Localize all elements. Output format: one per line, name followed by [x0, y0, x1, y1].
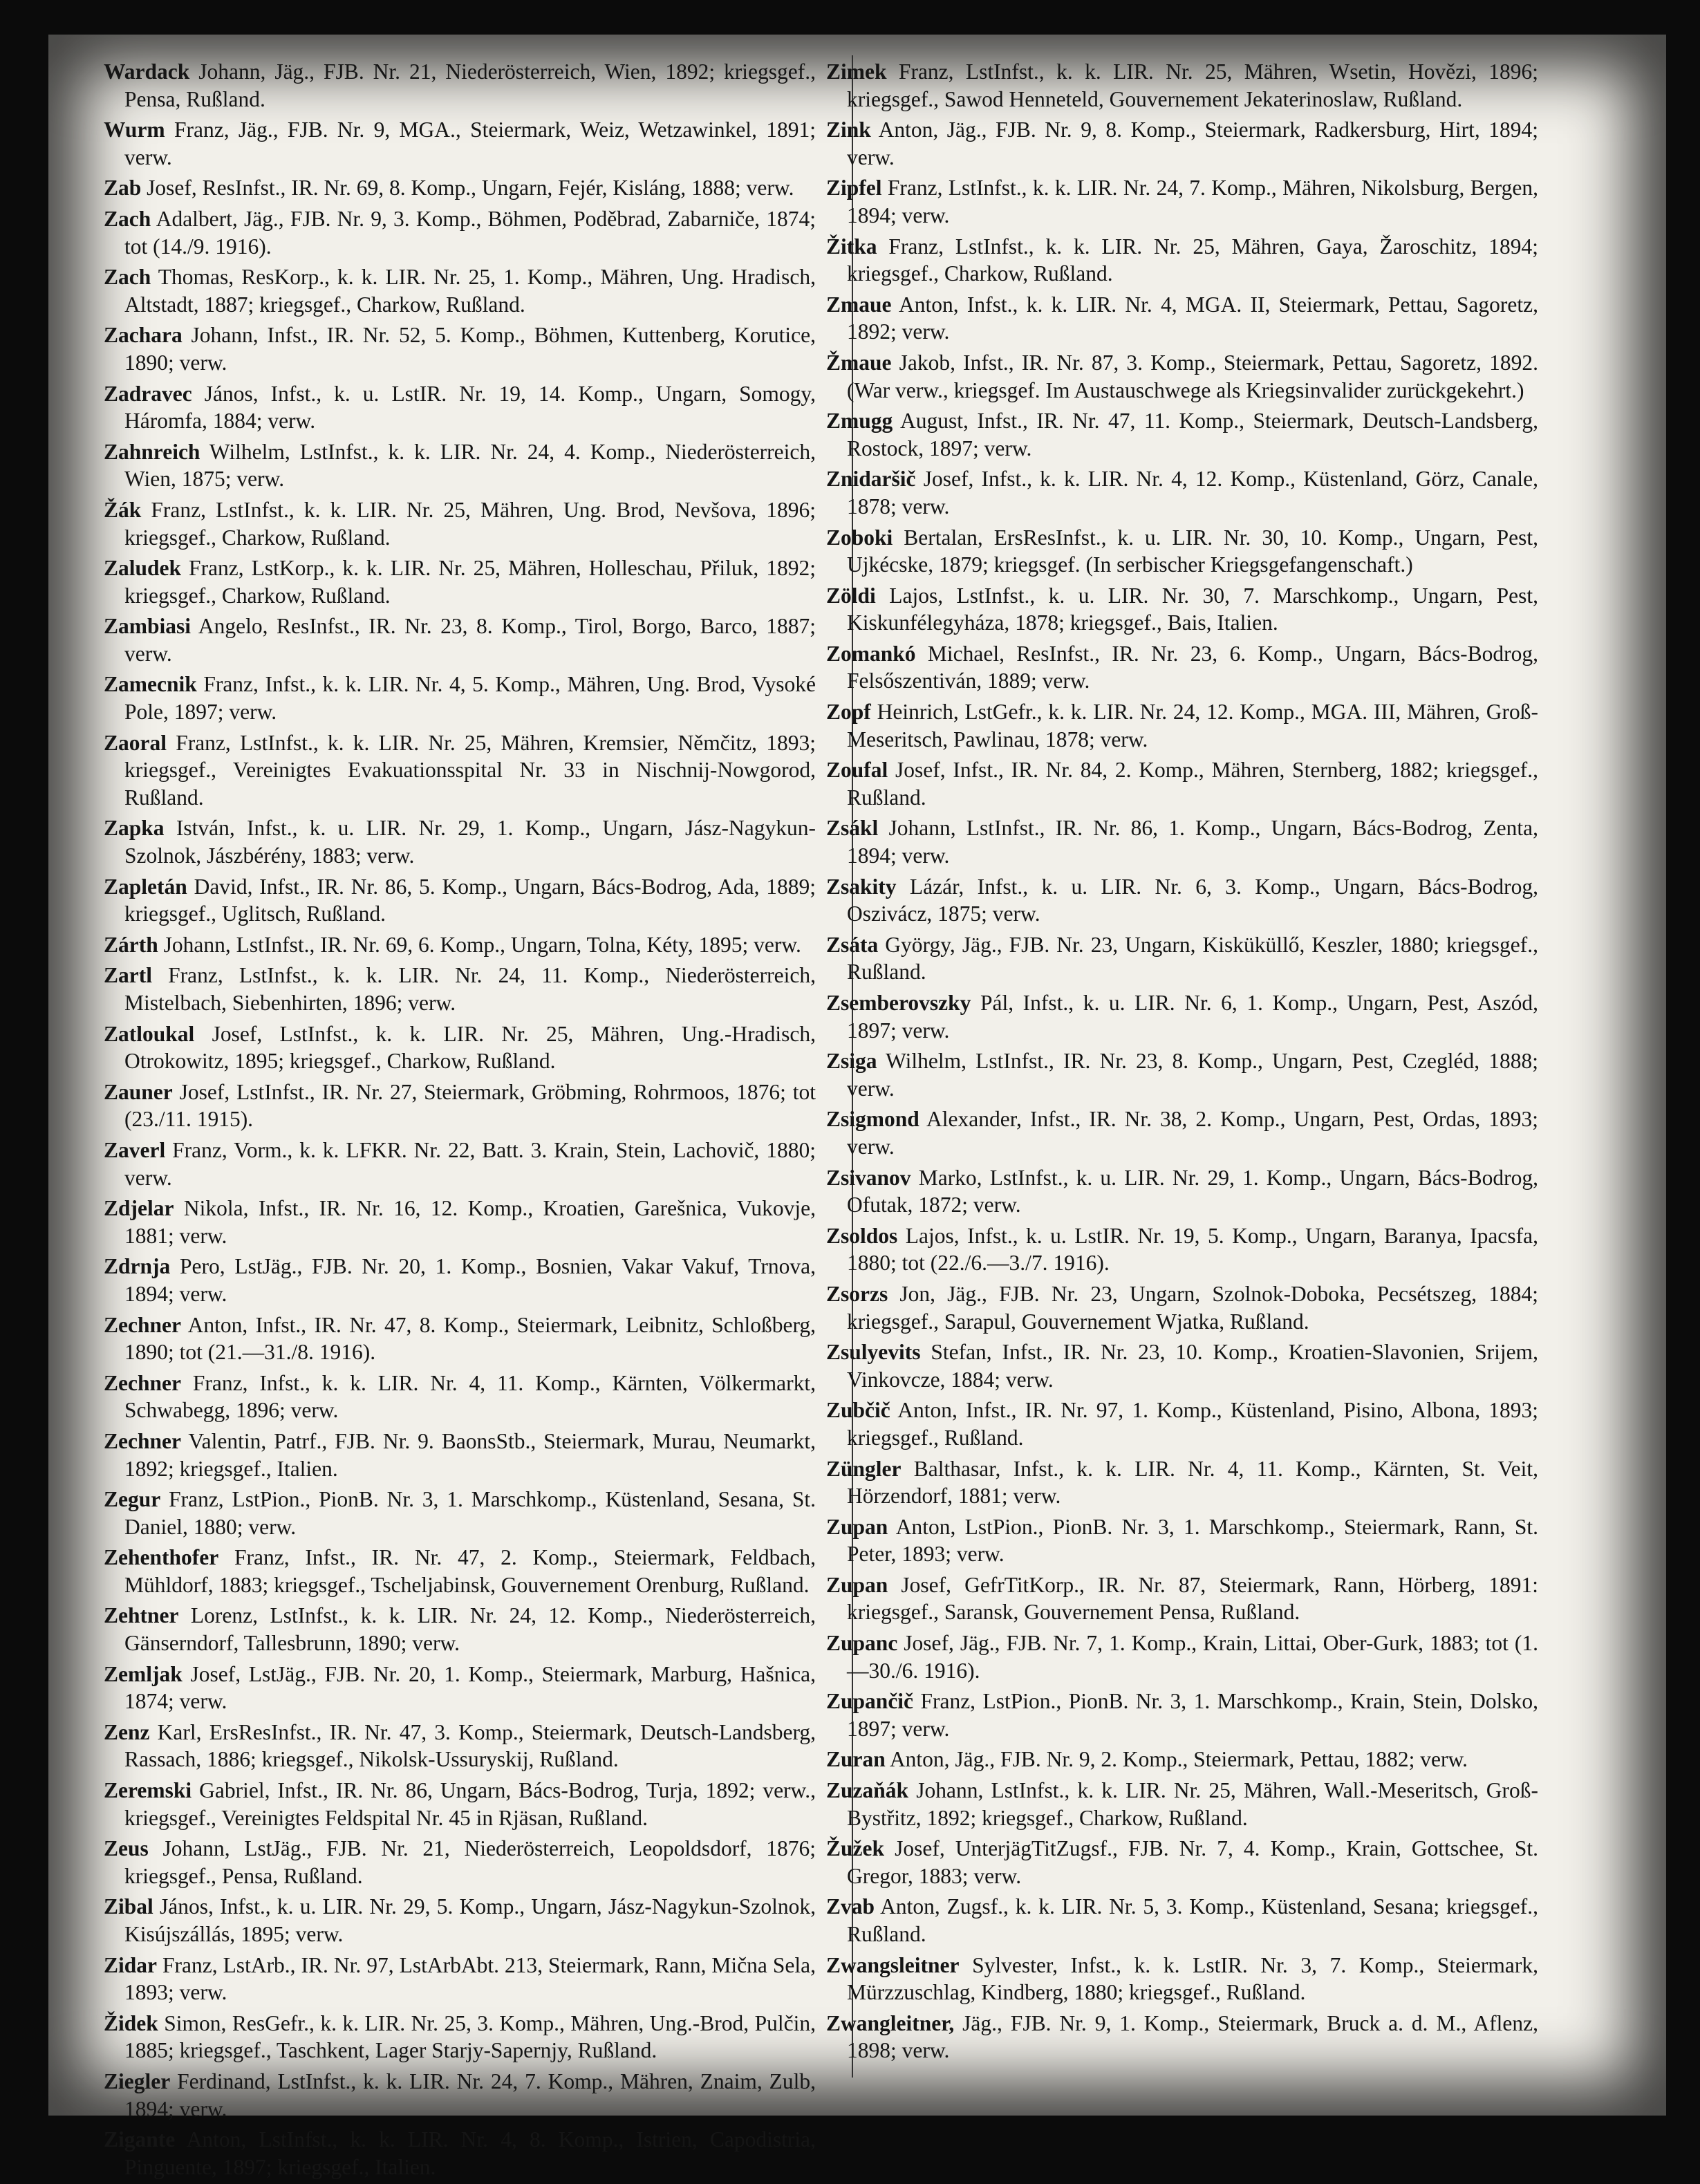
list-entry: [826, 989, 1538, 1044]
entry-surname: Zenz: [104, 1719, 150, 1744]
entry-details: Josef, Infst., k. k. LIR. Nr. 4, 12. Komp., Küstenland, Görz, Canale, 1878; verw.: [847, 467, 1538, 519]
entry-surname: Zapletán: [104, 874, 187, 899]
entry-details: Johann, LstJäg., FJB. Nr. 21, Niederösterreich, Leopoldsdorf, 1876; kriegsgef., Pensa, Rußland.: [124, 1836, 816, 1888]
list-entry: [104, 380, 816, 435]
entry-surname: Židek: [104, 2010, 158, 2035]
entry-surname: Zipfel: [826, 176, 882, 200]
entry-surname: Zupanc: [826, 1631, 898, 1656]
entry-surname: Zsiga: [826, 1049, 877, 1074]
entry-surname: Zibal: [104, 1894, 153, 1919]
list-entry: [104, 554, 816, 609]
entry-surname: Zauner: [104, 1079, 173, 1104]
entry-surname: Zubčič: [826, 1398, 890, 1423]
entry-details: Simon, ResGefr., k. k. LIR. Nr. 25, 3. Komp., Mähren, Ung.-Brod, Pulčin, 1885; kriegsgef., Taschkent, Lager Starjy-Sapernjy, Rußland.: [124, 2010, 816, 2063]
entry-surname: Zuran: [826, 1747, 886, 1772]
entry-details: Franz, LstInfst., k. k. LIR. Nr. 25, Mähren, Ung. Brod, Nevšova, 1896; kriegsgef., Charkow, Rußland.: [124, 497, 816, 550]
entry-details: Karl, ErsResInfst., IR. Nr. 47, 3. Komp., Steiermark, Deutsch-Landsberg, Rassach, 1886; kriegsgef., Nikolsk-Ussuryskij, Rußland.: [124, 1719, 816, 1772]
list-entry: [826, 58, 1538, 113]
list-entry: [104, 2010, 816, 2064]
entry-details: Franz, LstInfst., k. k. LIR. Nr. 25, Mähren, Kremsier, Němčitz, 1893; kriegsgef., Vereinigtes Evakuationsspital Nr. 33 in Nischnij-Nowgorod, Rußland.: [124, 730, 816, 810]
entry-details: Jäg., FJB. Nr. 9, 1. Komp., Steiermark, Bruck a. d. M., Aflenz, 1898; verw.: [847, 2010, 1538, 2063]
list-entry: [826, 116, 1538, 171]
entry-details: Wilhelm, LstInfst., IR. Nr. 23, 8. Komp., Ungarn, Pest, Czegléd, 1888; verw.: [847, 1049, 1538, 1101]
entry-details: Alexander, Infst., IR. Nr. 38, 2. Komp., Ungarn, Pest, Ordas, 1893; verw.: [847, 1107, 1538, 1159]
list-entry: [826, 1338, 1538, 1393]
list-entry: [826, 1222, 1538, 1277]
entry-details: Adalbert, Jäg., FJB. Nr. 9, 3. Komp., Böhmen, Poděbrad, Zabarniče, 1874; tot (14./9. 1916).: [124, 206, 816, 259]
entry-details: Josef, UnterjägTitZugsf., FJB. Nr. 7, 4. Komp., Krain, Gottschee, St. Gregor, 1883; verw.: [847, 1836, 1538, 1888]
list-entry: [104, 1602, 816, 1656]
entry-surname: Zoboki: [826, 525, 893, 550]
list-entry: [104, 1137, 816, 1191]
list-entry: [104, 671, 816, 725]
entry-details: Marko, LstInfst., k. u. LIR. Nr. 29, 1. Komp., Ungarn, Bács-Bodrog, Ofutak, 1872; verw.: [847, 1165, 1538, 1217]
entry-surname: Zsigmond: [826, 1107, 919, 1132]
entry-surname: Zechner: [104, 1312, 181, 1337]
list-entry: [104, 1544, 816, 1598]
list-entry: [826, 931, 1538, 986]
list-entry: [826, 1513, 1538, 1568]
entry-details: János, Infst., k. u. LIR. Nr. 29, 5. Komp., Ungarn, Jász-Nagykun-Szolnok, Kisújszállás, 1895; verw.: [124, 1894, 816, 1946]
list-entry: [104, 1719, 816, 1773]
entry-surname: Žužek: [826, 1836, 885, 1861]
entry-details: Lázár, Infst., k. u. LIR. Nr. 6, 3. Komp., Ungarn, Bács-Bodrog, Oszivácz, 1875; verw.: [847, 874, 1538, 926]
entry-surname: Zsakity: [826, 874, 897, 899]
entry-details: Josef, ResInfst., IR. Nr. 69, 8. Komp., Ungarn, Fejér, Kisláng, 1888; verw.: [141, 176, 794, 200]
entry-surname: Zomankó: [826, 641, 916, 666]
entry-details: Josef, GefrTitKorp., IR. Nr. 87, Steiermark, Rann, Hörberg, 1891: kriegsgef., Saransk, Gouvernement Pensa, Rußland.: [847, 1572, 1538, 1625]
list-entry: [826, 2010, 1538, 2064]
list-entry: [826, 233, 1538, 288]
list-entry: [826, 1047, 1538, 1102]
list-entry: [104, 1195, 816, 1249]
entry-details: Heinrich, LstGefr., k. k. LIR. Nr. 24, 12. Komp., MGA. III, Mähren, Groß-Meseritsch, Pawlinau, 1878; verw.: [847, 700, 1538, 752]
entry-details: Franz, LstKorp., k. k. LIR. Nr. 25, Mähren, Holleschau, Přiluk, 1892; kriegsgef., Charkow, Rußland.: [124, 556, 816, 608]
entry-details: Nikola, Infst., IR. Nr. 16, 12. Komp., Kroatien, Garešnica, Vukovje, 1881; verw.: [124, 1196, 816, 1248]
entry-details: Bertalan, ErsResInfst., k. u. LIR. Nr. 30, 10. Komp., Ungarn, Pest, Ujkécske, 1879; kriegsgef. (In serbischer Kriegsgefangenschaft.): [847, 525, 1538, 577]
entry-surname: Zsivanov: [826, 1165, 911, 1190]
list-entry: [826, 1571, 1538, 1626]
list-entry: [104, 873, 816, 928]
entry-surname: Zehtner: [104, 1603, 179, 1628]
entry-surname: Žitka: [826, 234, 877, 259]
entry-surname: Zuzaňák: [826, 1778, 909, 1803]
entry-details: Anton, Jäg., FJB. Nr. 9, 2. Komp., Steiermark, Pettau, 1882; verw.: [885, 1747, 1468, 1772]
entry-details: August, Infst., IR. Nr. 47, 11. Komp., Steiermark, Deutsch-Landsberg, Rostock, 1897; verw.: [847, 409, 1538, 460]
entry-surname: Zöldi: [826, 583, 876, 608]
list-entry: [826, 873, 1538, 928]
entry-details: Wilhelm, LstInfst., k. k. LIR. Nr. 24, 4. Komp., Niederösterreich, Wien, 1875; verw.: [124, 439, 816, 492]
entry-details: Josef, LstJäg., FJB. Nr. 20, 1. Komp., Steiermark, Marburg, Hašnica, 1874; verw.: [124, 1661, 816, 1714]
entry-surname: Zárth: [104, 932, 158, 957]
entry-surname: Zach: [104, 206, 151, 231]
entry-details: Anton, Jäg., FJB. Nr. 9, 8. Komp., Steiermark, Radkersburg, Hirt, 1894; verw.: [847, 118, 1538, 169]
entry-details: Thomas, ResKorp., k. k. LIR. Nr. 25, 1. Komp., Mähren, Ung. Hradisch, Altstadt, 1887; kriegsgef., Charkow, Rußland.: [124, 265, 816, 317]
entry-surname: Zeus: [104, 1836, 149, 1861]
entry-details: Anton, Infst., k. k. LIR. Nr. 4, MGA. II, Steiermark, Pettau, Sagoretz, 1892; verw.: [847, 292, 1538, 344]
entry-surname: Zaoral: [104, 730, 167, 755]
entry-surname: Zdjelar: [104, 1196, 174, 1221]
entry-surname: Zsulyevits: [826, 1340, 921, 1365]
list-entry: [104, 1893, 816, 1948]
entry-details: Pál, Infst., k. u. LIR. Nr. 6, 1. Komp., Ungarn, Pest, Aszód, 1897; verw.: [847, 991, 1538, 1043]
entry-surname: Zoufal: [826, 758, 888, 783]
list-entry: [104, 1835, 816, 1889]
list-entry: [826, 1688, 1538, 1742]
entry-surname: Zwangsleitner: [826, 1952, 960, 1977]
entry-surname: Zaludek: [104, 556, 182, 581]
list-entry: [104, 438, 816, 493]
list-entry: [104, 174, 816, 202]
entry-details: Jon, Jäg., FJB. Nr. 23, Ungarn, Szolnok-Doboka, Pecsétszeg, 1884; kriegsgef., Sarapul, Gouvernement Wjatka, Rußland.: [847, 1281, 1538, 1334]
list-entry: [104, 1020, 816, 1075]
list-entry: [104, 613, 816, 667]
left-column: [104, 58, 816, 2184]
list-entry: [826, 640, 1538, 695]
entry-surname: Zsákl: [826, 816, 879, 841]
entry-surname: Zab: [104, 176, 142, 200]
list-entry: [104, 1486, 816, 1540]
entry-details: Valentin, Patrf., FJB. Nr. 9. BaonsStb., Steiermark, Murau, Neumarkt, 1892; kriegsgef., Italien.: [124, 1428, 816, 1481]
list-entry: [826, 698, 1538, 753]
entry-details: Sylvester, Infst., k. k. LstIR. Nr. 3, 7. Komp., Steiermark, Mürzzuschlag, Kindberg, 1880; kriegsgef., Rußland.: [847, 1952, 1538, 2005]
entry-details: Lajos, Infst., k. u. LstIR. Nr. 19, 5. Komp., Ungarn, Baranya, Ipacsfa, 1880; tot (22./6.—3./7. 1916).: [847, 1223, 1538, 1276]
entry-details: Lajos, LstInfst., k. u. LIR. Nr. 30, 7. Marschkomp., Ungarn, Pest, Kiskunfélegyháza, 1878; kriegsgef., Bais, Italien.: [847, 583, 1538, 635]
entry-surname: Zigante: [104, 2127, 176, 2152]
document-page: [48, 35, 1666, 2179]
entry-details: Josef, Infst., IR. Nr. 84, 2. Komp., Mähren, Sternberg, 1882; kriegsgef., Rußland.: [847, 758, 1538, 810]
entry-details: Franz, LstPion., PionB. Nr. 3, 1. Marschkomp., Krain, Stein, Dolsko, 1897; verw.: [847, 1689, 1538, 1741]
list-entry: [104, 2126, 816, 2181]
entry-surname: Zwangleitner,: [826, 2010, 955, 2035]
entry-surname: Zdrnja: [104, 1254, 171, 1279]
list-entry: [826, 407, 1538, 462]
list-entry: [104, 321, 816, 376]
list-entry: [104, 263, 816, 318]
entry-details: György, Jäg., FJB. Nr. 23, Ungarn, Kisküküllő, Keszler, 1880; kriegsgef., Rußland.: [847, 932, 1538, 984]
entry-surname: Žmaue: [826, 350, 892, 375]
entry-details: Franz, LstInfst., k. k. LIR. Nr. 24, 7. Komp., Mähren, Nikolsburg, Bergen, 1894; verw.: [847, 176, 1538, 227]
entry-surname: Zidar: [104, 1952, 158, 1977]
entry-details: Franz, Infst., k. k. LIR. Nr. 4, 11. Komp., Kärnten, Völkermarkt, Schwabegg, 1896; verw.: [124, 1370, 816, 1423]
list-entry: [104, 729, 816, 812]
entry-details: Anton, Zugsf., k. k. LIR. Nr. 5, 3. Komp., Küstenland, Sesana; kriegsgef., Rußland.: [847, 1894, 1538, 1946]
list-entry: [826, 1630, 1538, 1684]
entry-surname: Zach: [104, 265, 151, 290]
entry-surname: Zahnreich: [104, 439, 200, 464]
entry-surname: Zegur: [104, 1487, 161, 1512]
list-entry: [826, 291, 1538, 346]
list-entry: [826, 524, 1538, 579]
entry-surname: Zsoldos: [826, 1223, 898, 1248]
entry-surname: Zimek: [826, 59, 887, 84]
entry-details: Johann, LstInfst., IR. Nr. 86, 1. Komp., Ungarn, Bács-Bodrog, Zenta, 1894; verw.: [847, 816, 1538, 868]
entry-details: István, Infst., k. u. LIR. Nr. 29, 1. Komp., Ungarn, Jász-Nagykun-Szolnok, Jászbérény, 1883; verw.: [124, 816, 816, 868]
entry-details: Josef, LstInfst., k. k. LIR. Nr. 25, Mähren, Ung.-Hradisch, Otrokowitz, 1895; kriegsgef., Charkow, Rußland.: [124, 1021, 816, 1074]
entry-details: Franz, Vorm., k. k. LFKR. Nr. 22, Batt. 3. Krain, Stein, Lachovič, 1880; verw.: [124, 1137, 816, 1190]
entry-details: Franz, LstInfst., k. k. LIR. Nr. 24, 11. Komp., Niederösterreich, Mistelbach, Siebenhirten, 1896; verw.: [124, 963, 816, 1015]
entry-surname: Ziegler: [104, 2069, 171, 2093]
entry-surname: Zadravec: [104, 381, 192, 406]
list-entry: [826, 1105, 1538, 1160]
entry-surname: Zapka: [104, 816, 165, 841]
list-entry: [826, 814, 1538, 869]
entry-surname: Wardack: [104, 59, 190, 84]
entry-details: Franz, LstPion., PionB. Nr. 3, 1. Marschkomp., Küstenland, Sesana, St. Daniel, 1880; verw.: [124, 1487, 816, 1539]
entry-details: Anton, Infst., IR. Nr. 47, 8. Komp., Steiermark, Leibnitz, Schloßberg, 1890; tot (21.—31./8. 1916).: [124, 1312, 816, 1365]
list-entry: [104, 1777, 816, 1831]
list-entry: [826, 174, 1538, 229]
list-entry: [826, 1746, 1538, 1773]
list-entry: [104, 1952, 816, 2006]
list-entry: [104, 116, 816, 171]
list-entry: [826, 1952, 1538, 2006]
list-entry: [104, 814, 816, 869]
entry-surname: Zehenthofer: [104, 1545, 219, 1570]
entry-surname: Zmaue: [826, 292, 892, 317]
entry-details: Franz, Infst., k. k. LIR. Nr. 4, 5. Komp., Mähren, Ung. Brod, Vysoké Pole, 1897; verw.: [124, 672, 816, 725]
list-entry: [826, 1164, 1538, 1219]
entry-surname: Zsorzs: [826, 1281, 888, 1306]
entry-details: Franz, Jäg., FJB. Nr. 9, MGA., Steiermark, Weiz, Wetzawinkel, 1891; verw.: [124, 118, 816, 169]
list-entry: [826, 582, 1538, 637]
entry-surname: Zupančič: [826, 1689, 914, 1714]
list-entry: [826, 1397, 1538, 1451]
entry-surname: Zupan: [826, 1514, 888, 1539]
entry-details: Anton, LstPion., PionB. Nr. 3, 1. Marschkomp., Steiermark, Rann, St. Peter, 1893; verw.: [847, 1514, 1538, 1567]
list-entry: [104, 1253, 816, 1307]
list-entry: [826, 1835, 1538, 1889]
entry-details: David, Infst., IR. Nr. 86, 5. Komp., Ungarn, Bács-Bodrog, Ada, 1889; kriegsgef., Uglitsch, Rußland.: [124, 874, 816, 926]
entry-details: Franz, LstInfst., k. k. LIR. Nr. 25, Mähren, Gaya, Žaroschitz, 1894; kriegsgef., Charkow, Rußland.: [847, 234, 1538, 286]
entry-surname: Zaverl: [104, 1137, 166, 1162]
entry-surname: Züngler: [826, 1456, 902, 1481]
list-entry: [104, 1661, 816, 1715]
entry-details: Gabriel, Infst., IR. Nr. 86, Ungarn, Bács-Bodrog, Turja, 1892; verw., kriegsgef., Vereinigtes Feldspital Nr. 45 in Rjäsan, Rußland.: [124, 1778, 816, 1830]
entry-surname: Zvab: [826, 1894, 875, 1919]
entry-surname: Zechner: [104, 1370, 181, 1395]
entry-details: Ferdinand, LstInfst., k. k. LIR. Nr. 24, 7. Komp., Mähren, Znaim, Zulb, 1894; verw.: [124, 2069, 816, 2121]
list-entry: [826, 1455, 1538, 1510]
list-entry: [104, 962, 816, 1016]
list-entry: [104, 58, 816, 113]
entry-details: Pero, LstJäg., FJB. Nr. 20, 1. Komp., Bosnien, Vakar Vakuf, Trnova, 1894; verw.: [124, 1254, 816, 1306]
entry-surname: Zambiasi: [104, 614, 192, 639]
entry-details: Michael, ResInfst., IR. Nr. 23, 6. Komp., Ungarn, Bács-Bodrog, Felsőszentiván, 1889; verw.: [847, 641, 1538, 693]
entry-surname: Zechner: [104, 1428, 181, 1453]
list-entry: [104, 1428, 816, 1482]
entry-surname: Wurm: [104, 118, 165, 142]
entry-details: Lorenz, LstInfst., k. k. LIR. Nr. 24, 12. Komp., Niederösterreich, Gänserndorf, Tallesbrunn, 1890; verw.: [124, 1603, 816, 1656]
list-entry: [826, 756, 1538, 811]
right-column: [826, 58, 1538, 2068]
entry-details: Johann, Infst., IR. Nr. 52, 5. Komp., Böhmen, Kuttenberg, Korutice, 1890; verw.: [124, 323, 816, 375]
list-entry: [104, 1079, 816, 1133]
list-entry: [104, 931, 816, 959]
entry-surname: Zachara: [104, 323, 183, 348]
entry-surname: Zemljak: [104, 1661, 183, 1686]
entry-details: Angelo, ResInfst., IR. Nr. 23, 8. Komp., Tirol, Borgo, Barco, 1887; verw.: [124, 614, 816, 666]
entry-surname: Znidaršič: [826, 467, 916, 492]
entry-surname: Zartl: [104, 963, 152, 988]
entry-surname: Žák: [104, 497, 142, 522]
list-entry: [104, 205, 816, 260]
list-entry: [104, 2068, 816, 2122]
list-entry: [104, 1370, 816, 1424]
entry-surname: Zsáta: [826, 932, 879, 957]
entry-surname: Zeremski: [104, 1778, 192, 1803]
entry-details: Johann, Jäg., FJB. Nr. 21, Niederösterreich, Wien, 1892; kriegsgef., Pensa, Rußland.: [124, 59, 816, 111]
entry-details: Johann, LstInfst., k. k. LIR. Nr. 25, Mähren, Wall.-Meseritsch, Groß-Bystřitz, 1892; kriegsgef., Charkow, Rußland.: [847, 1778, 1538, 1830]
entry-surname: Zatloukal: [104, 1021, 195, 1046]
entry-details: Franz, LstArb., IR. Nr. 97, LstArbAbt. 213, Steiermark, Rann, Mična Sela, 1893; verw.: [124, 1952, 816, 2005]
entry-surname: Zmugg: [826, 409, 893, 433]
entry-details: Anton, LstInfst., k. k. LIR. Nr. 4, 8. Komp., Istrien, Capodistria, Pinguente, 1897; kriegsgef., Italien.: [124, 2127, 816, 2179]
entry-surname: Zsemberovszky: [826, 991, 971, 1015]
list-entry: [826, 349, 1538, 404]
entry-details: Josef, LstInfst., IR. Nr. 27, Steiermark, Gröbming, Rohrmoos, 1876; tot (23./11. 1915).: [124, 1079, 816, 1132]
list-entry: [104, 496, 816, 551]
entry-surname: Zink: [826, 118, 871, 142]
entry-details: Franz, LstInfst., k. k. LIR. Nr. 25, Mähren, Wsetin, Hovězi, 1896; kriegsgef., Sawod Henneteld, Gouvernement Jekaterinoslaw, Rußland.: [847, 59, 1538, 111]
entry-surname: Zamecnik: [104, 672, 197, 697]
list-entry: [104, 1312, 816, 1366]
entry-details: Jakob, Infst., IR. Nr. 87, 3. Komp., Steiermark, Pettau, Sagoretz, 1892. (War verw., kriegsgef. Im Austauschwege als Kriegsinvalider zurückgekehrt.): [847, 350, 1538, 402]
list-entry: [826, 1777, 1538, 1831]
list-entry: [826, 1280, 1538, 1335]
list-entry: [826, 465, 1538, 520]
entry-surname: Zopf: [826, 700, 871, 725]
entry-surname: Zupan: [826, 1572, 888, 1597]
list-entry: [826, 1893, 1538, 1948]
entry-details: Johann, LstInfst., IR. Nr. 69, 6. Komp., Ungarn, Tolna, Kéty, 1895; verw.: [158, 932, 801, 957]
entry-details: Franz, Infst., IR. Nr. 47, 2. Komp., Steiermark, Feldbach, Mühldorf, 1883; kriegsgef., Tscheljabinsk, Gouvernement Orenburg, Rußland.: [124, 1545, 816, 1597]
entry-details: Josef, Jäg., FJB. Nr. 7, 1. Komp., Krain, Littai, Ober-Gurk, 1883; tot (1.—30./6. 1916).: [847, 1631, 1538, 1683]
entry-details: János, Infst., k. u. LstIR. Nr. 19, 14. Komp., Ungarn, Somogy, Háromfa, 1884; verw.: [124, 381, 816, 433]
entry-details: Anton, Infst., IR. Nr. 97, 1. Komp., Küstenland, Pisino, Albona, 1893; kriegsgef., Rußland.: [847, 1398, 1538, 1450]
entry-details: Stefan, Infst., IR. Nr. 23, 10. Komp., Kroatien-Slavonien, Srijem, Vinkovcze, 1884; verw.: [847, 1340, 1538, 1392]
entry-details: Balthasar, Infst., k. k. LIR. Nr. 4, 11. Komp., Kärnten, St. Veit, Hörzendorf, 1881; verw.: [847, 1456, 1538, 1509]
